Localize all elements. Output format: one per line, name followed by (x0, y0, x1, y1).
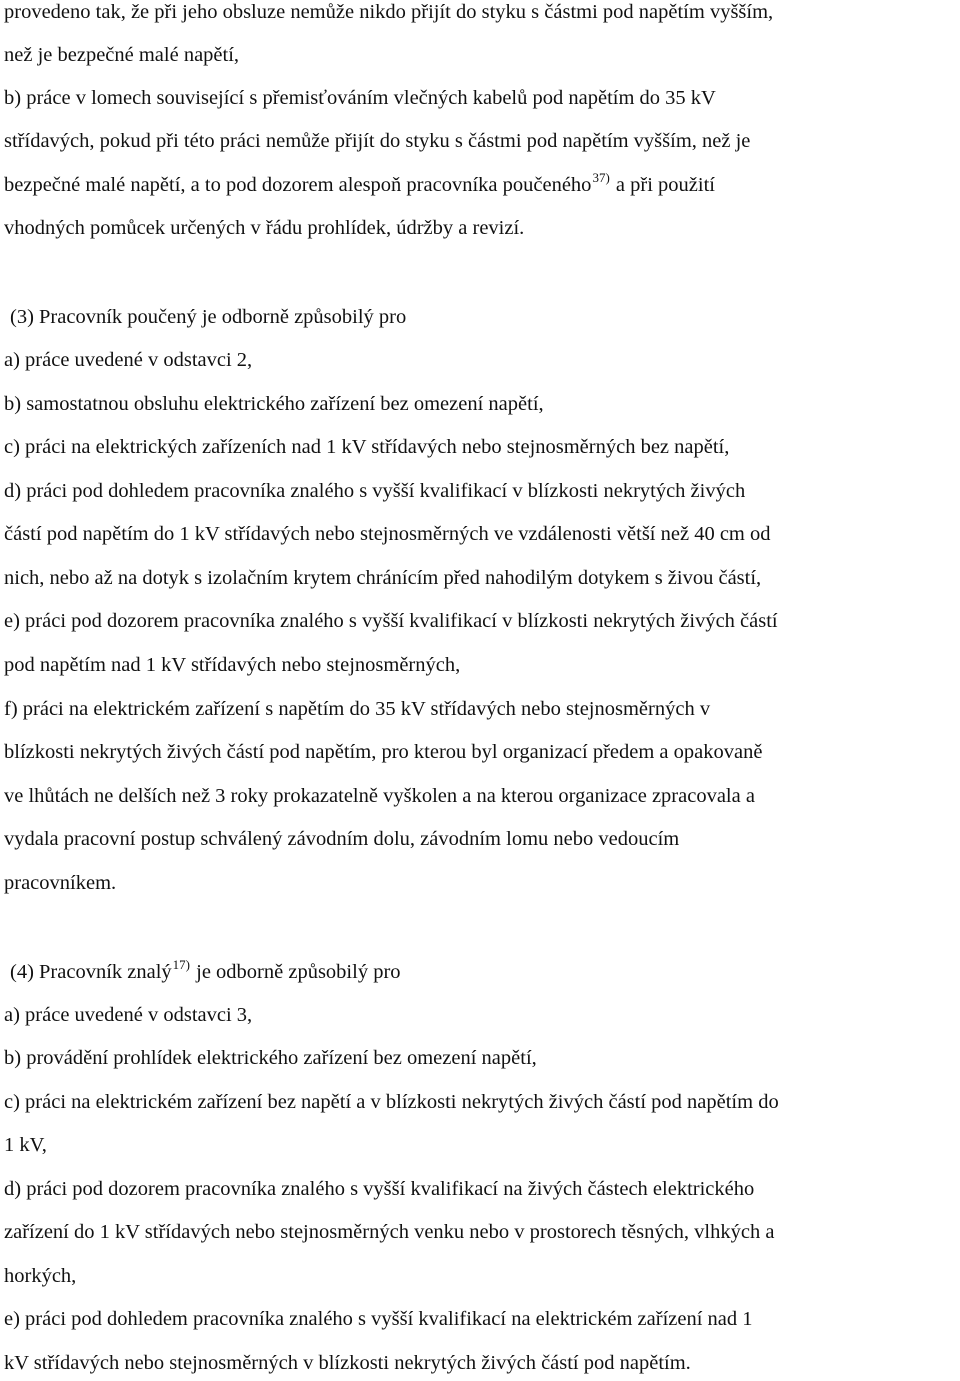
text-line: střídavých, pokud při této práci nemůže přijít do styku s částmi pod napětím vyšším, než je (4, 130, 751, 152)
text-line: b) práce v lomech související s přemisťováním vlečných kabelů pod napětím do 35 kV (4, 87, 716, 109)
text-line: ve lhůtách ne delších než 3 roky prokazatelně vyškolen a na kterou organizace zpracovala a (4, 785, 755, 807)
text-line: než je bezpečné malé napětí, (4, 44, 240, 66)
text-line: pod napětím nad 1 kV střídavých nebo stejnosměrných, (4, 654, 461, 676)
list-item: a) práce uvedené v odstavci 3, (4, 1004, 253, 1026)
list-item: d) práci pod dozorem pracovníka znalého s vyšší kvalifikací na živých částech elektrického (4, 1178, 755, 1200)
text-line: zařízení do 1 kV střídavých nebo stejnosměrných venku nebo v prostorech těsných, vlhkých a (4, 1221, 775, 1243)
list-item: a) práce uvedené v odstavci 2, (4, 349, 253, 371)
list-item: b) samostatnou obsluhu elektrického zařízení bez omezení napětí, (4, 393, 544, 415)
text-line: vhodných pomůcek určených v řádu prohlídek, údržby a revizí. (4, 217, 525, 239)
list-item: d) práci pod dohledem pracovníka znalého s vyšší kvalifikací v blízkosti nekrytých živých (4, 480, 746, 502)
text-line: blízkosti nekrytých živých částí pod napětím, pro kterou byl organizací předem a opakovaně (4, 741, 763, 763)
text-line: 1 kV, (4, 1134, 47, 1156)
footnote-ref: 37) (592, 170, 610, 185)
footnote-ref: 17) (172, 957, 191, 972)
list-item: e) práci pod dohledem pracovníka znalého s vyšší kvalifikací na elektrickém zařízení nad 1 (4, 1308, 753, 1330)
section-heading (10, 957, 401, 986)
text-line: horkých, (4, 1265, 77, 1287)
text-fragment: bezpečné malé napětí, a to pod dozorem alespoň pracovníka poučeného (4, 174, 592, 196)
text-line: pracovníkem. (4, 872, 117, 894)
text-line: provedeno tak, že při jeho obsluze nemůže nikdo přijít do styku s částmi pod napětím vyšším, (4, 1, 774, 23)
section-heading: (3) Pracovník poučený je odborně způsobilý pro (10, 306, 407, 328)
text-line: částí pod napětím do 1 kV střídavých nebo stejnosměrných ve vzdálenosti větší než 40 cm od (4, 523, 771, 545)
list-item: c) práci na elektrickém zařízení bez napětí a v blízkosti nekrytých živých částí pod napětím do (4, 1091, 779, 1113)
text-line: nich, nebo až na dotyk s izolačním krytem chránícím před nahodilým dotykem s živou částí, (4, 567, 762, 589)
list-item: f) práci na elektrickém zařízení s napětím do 35 kV střídavých nebo stejnosměrných v (4, 698, 711, 720)
list-item: e) práci pod dozorem pracovníka znalého s vyšší kvalifikací v blízkosti nekrytých živých částí (4, 610, 778, 632)
list-item: b) provádění prohlídek elektrického zařízení bez omezení napětí, (4, 1047, 537, 1069)
list-item: c) práci na elektrických zařízeních nad 1 kV střídavých nebo stejnosměrných bez napětí, (4, 436, 730, 458)
text-fragment: (4) Pracovník znalý (10, 961, 172, 983)
text-line (4, 170, 715, 199)
text-fragment: a při použití (610, 174, 715, 196)
text-line: vydala pracovní postup schválený závodním dolu, závodním lomu nebo vedoucím (4, 828, 680, 850)
text-line: kV střídavých nebo stejnosměrných v blízkosti nekrytých živých částí pod napětím. (4, 1352, 691, 1374)
text-fragment: je odborně způsobilý pro (191, 961, 401, 983)
